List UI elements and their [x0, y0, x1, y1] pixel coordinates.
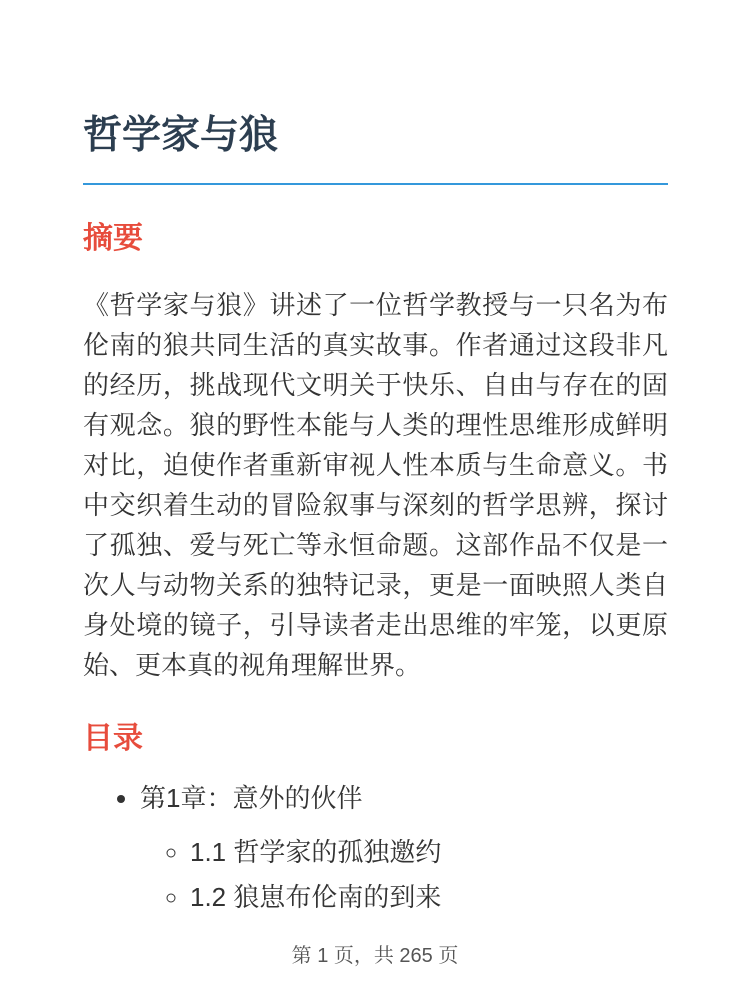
page-title: 哲学家与狼 — [83, 0, 668, 185]
toc-chapter-label: 第1章：意外的伙伴 — [140, 782, 363, 813]
toc-heading: 目录 — [83, 721, 143, 755]
toc-sublist — [140, 837, 668, 912]
abstract-paragraph: 《哲学家与狼》讲述了一位哲学教授与一只名为布伦南的狼共同生活的真实故事。作者通过这段非凡的经历，挑战现代文明关于快乐、自由与存在的固有观念。狼的野性本能与人类的理性思维形成鲜明对比，迫使作者重新审视人性本质与生命意义。书中交织着生动的冒险叙事与深刻的哲学思辨，探讨了孤独、爱与死亡等永恒命题。这部作品不仅是一次人与动物关系的独特记录，更是一面映照人类自身处境的镜子，引导读者走出思维的牢笼，以更原始、更本真的视角理解世界。 — [83, 289, 668, 680]
page-number: 第 1 页，共 265 页 — [291, 945, 459, 967]
toc-section-item: ◦ 1.2 狼崽布伦南的到来 — [190, 882, 668, 912]
toc-list — [83, 783, 668, 912]
toc-section-item: ◦ 1.1 哲学家的孤独邀约 — [190, 837, 668, 867]
toc-chapter-item — [140, 783, 668, 912]
abstract-heading: 摘要 — [83, 221, 143, 255]
